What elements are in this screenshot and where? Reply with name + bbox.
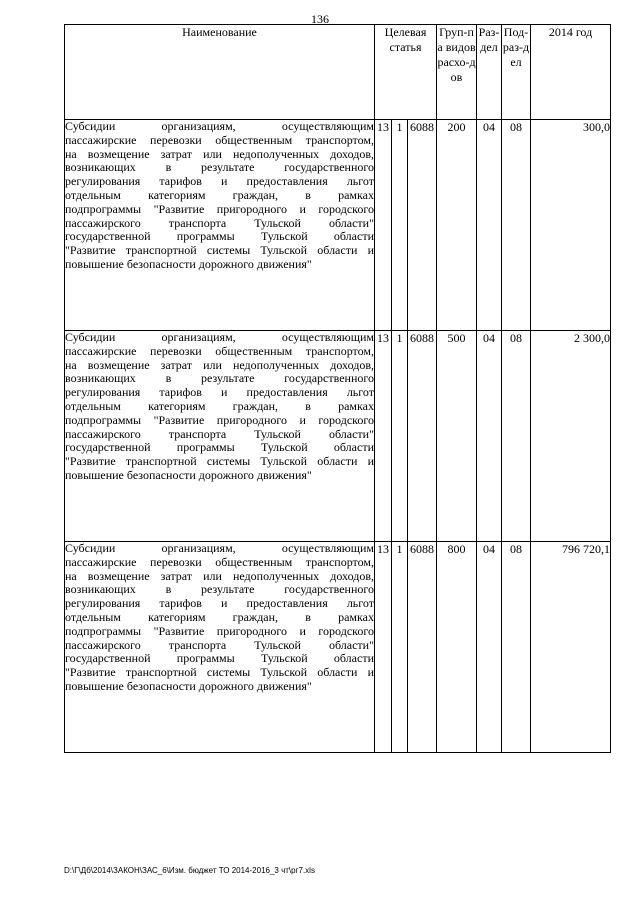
- row-code-item: 6088: [408, 331, 437, 542]
- header-expense-group: Груп-па видов расхо-дов: [437, 25, 477, 120]
- row-subsection: 08: [502, 542, 531, 753]
- row-name-line: "Развитие транспортной системы Тульской области и: [65, 454, 374, 469]
- row-code-program: 13: [375, 120, 392, 331]
- header-subsection: Под-раз-дел: [502, 25, 531, 120]
- table-header-row: [65, 25, 611, 120]
- row-name-line: отдельным категориям граждан, в рамках: [65, 609, 374, 624]
- row-name-line: регулирования тарифов и предоставления льгот: [65, 596, 374, 611]
- row-name-line: на возмещение затрат или недополученных доходов,: [65, 568, 374, 583]
- row-name: [65, 120, 375, 331]
- row-name-line: отдельным категориям граждан, в рамках: [65, 398, 374, 413]
- row-amount: 796 720,1: [531, 542, 611, 753]
- row-name-line: на возмещение затрат или недополученных доходов,: [65, 357, 374, 372]
- row-name-line: возникающих в результате государственного: [65, 371, 374, 386]
- row-expense-group: 500: [437, 331, 477, 542]
- row-name-line: подпрограммы "Развитие пригородного и городского: [65, 623, 374, 638]
- row-expense-group: 800: [437, 542, 477, 753]
- row-code-subprogram: 1: [392, 542, 408, 753]
- budget-table: [64, 24, 611, 753]
- row-amount: 300,0: [531, 120, 611, 331]
- row-name-line: повышение безопасности дорожного движения": [65, 256, 312, 271]
- row-name-line: государственной программы Тульской области: [65, 651, 374, 666]
- row-name-line: подпрограммы "Развитие пригородного и городского: [65, 201, 374, 216]
- footer-file-path: D:\Г\Дб\2014\ЗАКОН\ЗАС_6\Изм. бюджет ТО 2014-2016_3 чт\рг7.xls: [64, 866, 315, 875]
- row-name-line: пассажирского транспорта Тульской области": [65, 215, 374, 230]
- row-expense-group: 200: [437, 120, 477, 331]
- row-name-line: регулирования тарифов и предоставления льгот: [65, 174, 374, 189]
- row-name-line: пассажирские перевозки общественным транспортом,: [65, 132, 374, 147]
- row-code-item: 6088: [408, 120, 437, 331]
- table-body: [65, 120, 611, 753]
- header-target-article: Целевая статья: [375, 25, 437, 120]
- row-name-line: Субсидии организациям, осуществляющим: [65, 541, 374, 555]
- row-name-line: государственной программы Тульской области: [65, 229, 374, 244]
- header-name: Наименование: [65, 25, 375, 120]
- row-name-line: "Развитие транспортной системы Тульской области и: [65, 243, 374, 258]
- row-code-item: 6088: [408, 542, 437, 753]
- row-name-line: подпрограммы "Развитие пригородного и городского: [65, 412, 374, 427]
- row-name-line: возникающих в результате государственного: [65, 582, 374, 597]
- row-name: [65, 542, 375, 753]
- row-amount: 2 300,0: [531, 331, 611, 542]
- row-section: 04: [477, 542, 502, 753]
- row-code-program: 13: [375, 542, 392, 753]
- row-name-line: государственной программы Тульской области: [65, 440, 374, 455]
- table-row: [65, 331, 611, 542]
- row-name-line: Субсидии организациям, осуществляющим: [65, 330, 374, 344]
- row-name-line: "Развитие транспортной системы Тульской области и: [65, 665, 374, 680]
- row-code-program: 13: [375, 331, 392, 542]
- page-number: 136: [311, 12, 329, 26]
- row-name-line: возникающих в результате государственного: [65, 160, 374, 175]
- table-row: [65, 542, 611, 753]
- row-name-line: пассажирские перевозки общественным транспортом,: [65, 343, 374, 358]
- row-section: 04: [477, 120, 502, 331]
- header-section: Раз-дел: [477, 25, 502, 120]
- row-name-line: пассажирского транспорта Тульской области": [65, 637, 374, 652]
- row-name-line: пассажирские перевозки общественным транспортом,: [65, 554, 374, 569]
- row-name-line: пассажирского транспорта Тульской области": [65, 426, 374, 441]
- row-code-subprogram: 1: [392, 120, 408, 331]
- row-name-line: Субсидии организациям, осуществляющим: [65, 119, 374, 133]
- row-section: 04: [477, 331, 502, 542]
- table-row: [65, 120, 611, 331]
- header-year: 2014 год: [531, 25, 611, 120]
- row-name-line: на возмещение затрат или недополученных доходов,: [65, 146, 374, 161]
- row-name-line: отдельным категориям граждан, в рамках: [65, 187, 374, 202]
- row-name-line: регулирования тарифов и предоставления льгот: [65, 385, 374, 400]
- row-name-line: повышение безопасности дорожного движения": [65, 678, 312, 693]
- row-code-subprogram: 1: [392, 331, 408, 542]
- row-name: [65, 331, 375, 542]
- row-subsection: 08: [502, 331, 531, 542]
- row-name-line: повышение безопасности дорожного движения": [65, 467, 312, 482]
- row-subsection: 08: [502, 120, 531, 331]
